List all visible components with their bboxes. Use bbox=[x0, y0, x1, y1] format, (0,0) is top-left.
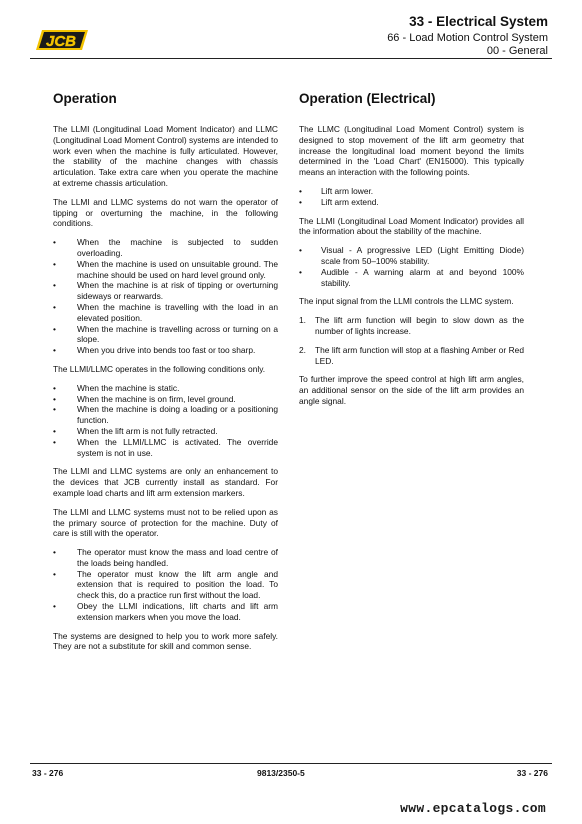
list-item: • When the machine is static. bbox=[53, 382, 180, 393]
jcb-logo bbox=[32, 26, 92, 54]
list-item: • When you drive into bends too fast or too sharp. bbox=[53, 345, 256, 356]
indicator-list bbox=[299, 245, 524, 288]
paragraph: The LLMI and LLMC systems must not to be relied upon as the primary source of protection for the machine. Duty of care is still with the operator. bbox=[53, 506, 278, 539]
paragraph: The LLMI/LLMC operates in the following conditions only. bbox=[53, 363, 266, 374]
list-item: • Lift arm extend. bbox=[299, 196, 379, 207]
paragraph: The LLMC (Longitudinal Load Moment Control) system is designed to stop movement of the lift arm geometry that increase the longitudinal load moment beyond the limits determined in the 'Load Chart' (EN15000). This typically means an interaction with the following points. bbox=[299, 124, 524, 178]
conditions-list bbox=[53, 237, 278, 356]
list-item: • The operator must know the mass and load centre of the loads being handled. bbox=[53, 547, 278, 568]
page-number-right: 33 - 276 bbox=[516, 768, 548, 778]
paragraph: The LLMI and LLMC systems are only an enhancement to the devices that JCB currently install as standard. For example load charts and lift arm extension markers. bbox=[53, 466, 278, 498]
paragraph: The systems are designed to help you to work more safely. They are not a substitute for skill and common sense. bbox=[53, 630, 278, 652]
list-item: • Visual - A progressive LED (Light Emitting Diode) scale from 50–100% stability. bbox=[299, 245, 524, 266]
list-item: • When the machine is doing a loading or a positioning function. bbox=[53, 404, 278, 426]
watermark: www.epcatalogs.com bbox=[400, 801, 546, 816]
right-column bbox=[299, 124, 524, 415]
header-divider bbox=[30, 58, 552, 59]
left-heading: Operation bbox=[53, 91, 117, 106]
left-column bbox=[53, 124, 278, 660]
paragraph: The input signal from the LLMI controls the LLMC system. bbox=[299, 296, 514, 307]
list-item: • When the machine is subjected to sudden overloading. bbox=[53, 237, 278, 258]
step-item: 2. The lift arm function will stop at a flashing Amber or Red LED. bbox=[299, 344, 524, 366]
paragraph: The LLMI and LLMC systems do not warn the operator of tipping or overturning the machine, in the following conditions. bbox=[53, 196, 278, 229]
paragraph: The LLMI (Longitudinal Load Moment Indicator) provides all the information about the stability of the machine. bbox=[299, 215, 524, 237]
list-item: • When the machine is at risk of tipping or overturning sideways or rearwards. bbox=[53, 280, 278, 302]
operator-list bbox=[53, 547, 278, 623]
document-number: 9813/2350-5 bbox=[257, 768, 305, 778]
paragraph: The LLMI (Longitudinal Load Moment Indicator) and LLMC (Longitudinal Load Moment Control) systems are intended to work even when the machine is fully articulated. However, the stability of the machine changes with chassis articulation. Take extra care when you operate the machine at extreme chassis articulation. bbox=[53, 124, 278, 188]
list-item: • Obey the LLMI indications, lift charts and lift arm extension markers when you move the load. bbox=[53, 601, 278, 622]
list-item: • Audible - A warning alarm at and beyond 100% stability. bbox=[299, 266, 524, 288]
list-item: • When the machine is travelling with the load in an elevated position. bbox=[53, 301, 278, 323]
list-item: • When the machine is used on unsuitable ground. The machine should be used on hard level ground only. bbox=[53, 258, 278, 280]
paragraph: To further improve the speed control at high lift arm angles, an additional sensor on the side of the lift arm provides an angle signal. bbox=[299, 374, 524, 406]
logo-text: JCB bbox=[46, 33, 77, 50]
steps-list bbox=[299, 315, 524, 366]
list-item: • When the machine is travelling across or turning on a slope. bbox=[53, 323, 278, 345]
right-heading: Operation (Electrical) bbox=[299, 91, 436, 106]
subsection-title: 66 - Load Motion Control System bbox=[387, 32, 548, 44]
list-item: • When the LLMI/LLMC is activated. The override system is not in use. bbox=[53, 436, 278, 458]
list-item: • The operator must know the lift arm angle and extension that is required to position the load. To check this, do a practice run first without the load. bbox=[53, 568, 278, 601]
page-number-left: 33 - 276 bbox=[32, 768, 64, 778]
section-title: 33 - Electrical System bbox=[409, 14, 548, 29]
operating-conditions-list bbox=[53, 383, 278, 459]
list-item: • When the lift arm is not fully retracted. bbox=[53, 425, 218, 436]
subsection-number: 00 - General bbox=[486, 45, 548, 57]
footer-divider bbox=[30, 763, 552, 764]
list-item: • Lift arm lower. bbox=[299, 185, 374, 196]
list-item: • When the machine is on firm, level ground. bbox=[53, 393, 236, 404]
step-item: 1. The lift arm function will begin to slow down as the number of lights increase. bbox=[299, 315, 524, 336]
interaction-list bbox=[299, 186, 524, 208]
